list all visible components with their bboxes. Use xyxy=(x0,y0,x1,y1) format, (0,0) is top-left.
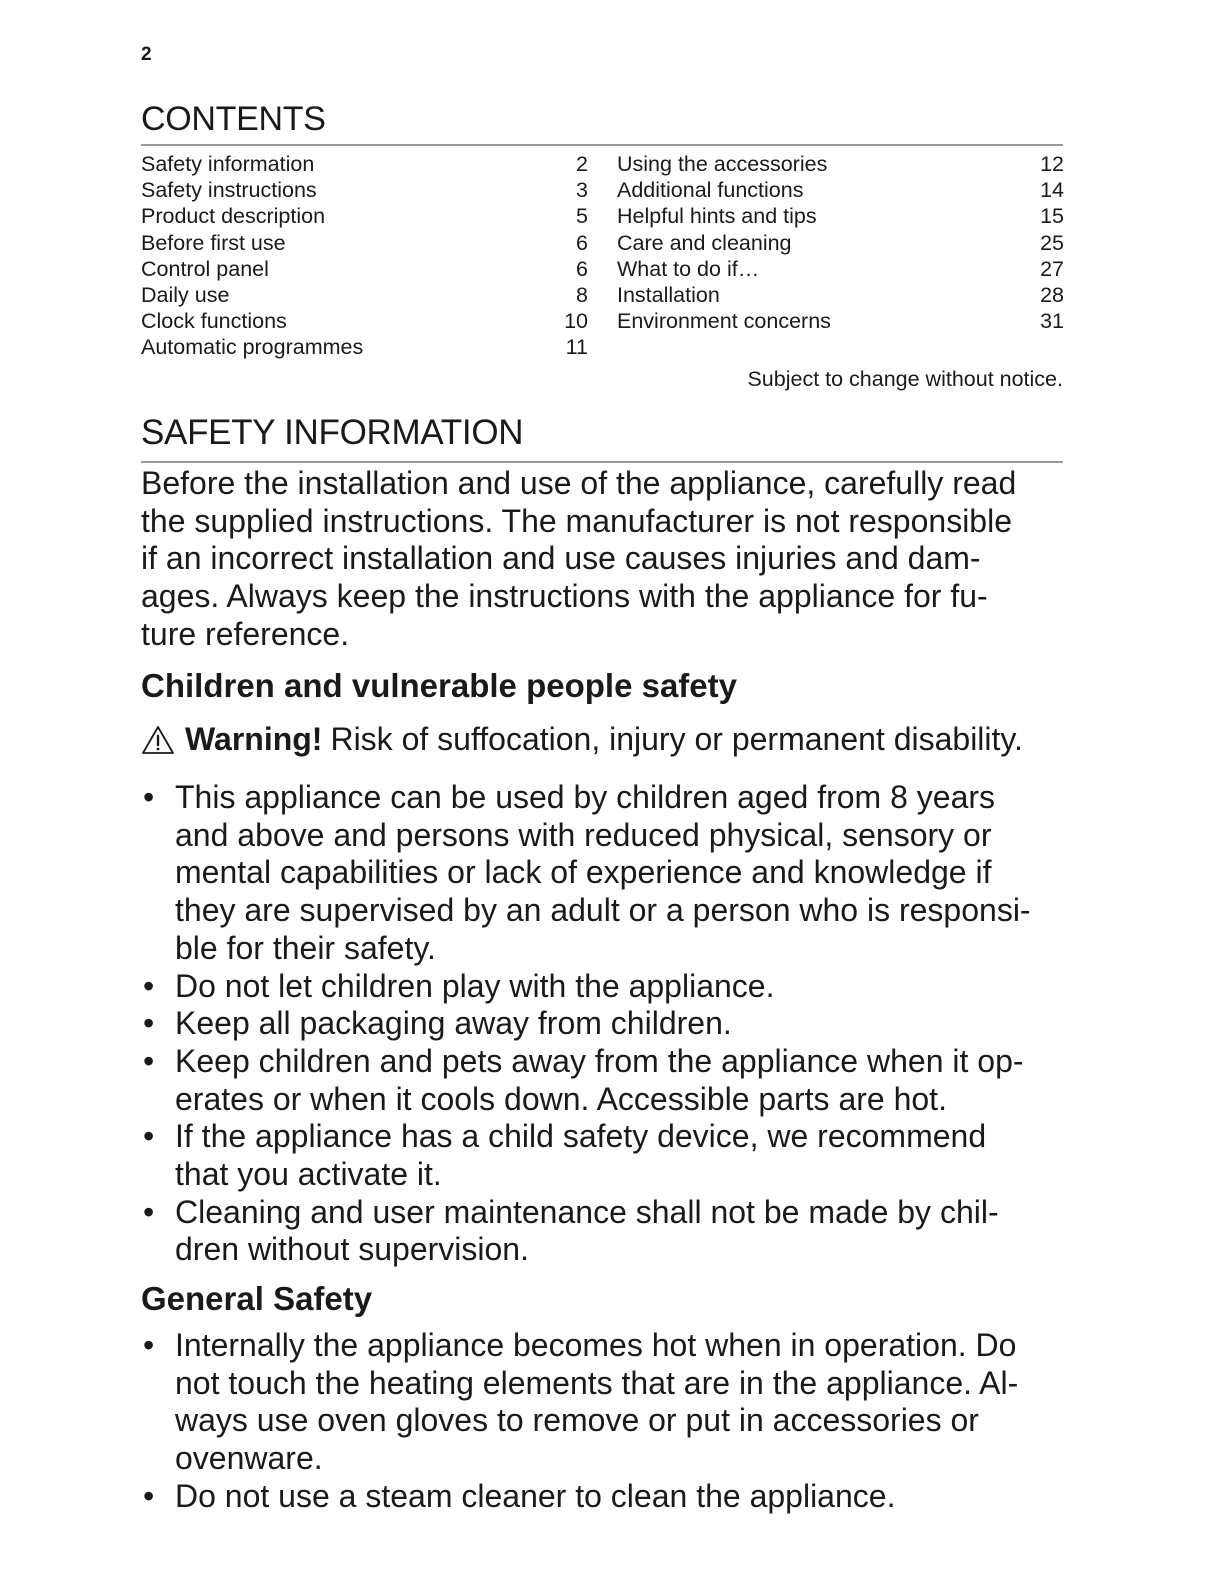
intro-line: the supplied instructions. The manufacturer is not responsible xyxy=(141,502,1012,539)
toc-entry[interactable] xyxy=(617,151,1064,177)
toc-entry[interactable] xyxy=(141,151,588,177)
toc-entry-title: Safety instructions xyxy=(141,178,317,203)
warning-label: Warning! xyxy=(185,721,323,757)
toc-entry-page: 31 xyxy=(1040,309,1064,334)
list-item-line: that you activate it. xyxy=(175,1156,442,1193)
toc-entry-title: Product description xyxy=(141,204,326,229)
list-item-line: and above and persons with reduced physical, sensory or xyxy=(175,816,992,853)
toc-entry-title: Clock functions xyxy=(141,309,287,334)
toc-entry-title: Before first use xyxy=(141,230,286,255)
warning-triangle-icon xyxy=(141,724,175,756)
safety-divider xyxy=(141,461,1063,463)
toc-entry[interactable] xyxy=(617,256,1064,282)
toc-entry-title: Safety information xyxy=(141,152,315,176)
toc-entry-page: 6 xyxy=(576,230,588,255)
toc-entry-page: 14 xyxy=(1040,178,1064,203)
toc-entry-page: 10 xyxy=(564,309,588,334)
list-item xyxy=(141,968,1071,1006)
bullet-dot: • xyxy=(143,967,155,1004)
list-item xyxy=(141,1043,1071,1118)
intro-line: if an incorrect installation and use causes injuries and dam- xyxy=(141,540,981,577)
list-item xyxy=(141,1327,1071,1478)
list-item-line: This appliance can be used by children aged from 8 years xyxy=(175,779,996,815)
list-item-line: Keep children and pets away from the appliance when it op- xyxy=(175,1042,1024,1079)
bullet-dot: • xyxy=(143,1005,155,1042)
general-safety-list xyxy=(141,1327,1071,1516)
toc-entry-title: Control panel xyxy=(141,256,269,281)
change-notice: Subject to change without notice. xyxy=(747,367,1063,391)
toc-entry-title: Environment concerns xyxy=(617,309,831,334)
list-item-line: Do not use a steam cleaner to clean the appliance. xyxy=(175,1477,896,1514)
toc-entry-page: 6 xyxy=(576,256,588,281)
list-item xyxy=(141,779,1071,968)
page-number: 2 xyxy=(141,44,152,65)
list-item-line: not touch the heating elements that are in the appliance. Al- xyxy=(175,1364,1019,1401)
toc-entry[interactable] xyxy=(617,203,1064,229)
safety-intro xyxy=(141,465,1063,654)
toc-entry[interactable] xyxy=(141,282,588,308)
bullet-dot: • xyxy=(143,1327,155,1363)
bullet-dot: • xyxy=(143,779,155,815)
list-item-line: If the appliance has a child safety device, we recommend xyxy=(175,1118,987,1155)
list-item-line: mental capabilities or lack of experience and knowledge if xyxy=(175,854,992,891)
toc-entry[interactable] xyxy=(141,203,588,229)
warning-text: Risk of suffocation, injury or permanent disability. xyxy=(330,721,1023,757)
list-item-line: ovenware. xyxy=(175,1440,323,1477)
list-item-line: Cleaning and user maintenance shall not be made by chil- xyxy=(175,1193,999,1230)
list-item-line: ways use oven gloves to remove or put in accessories or xyxy=(175,1402,979,1439)
toc-entry-page: 25 xyxy=(1040,230,1064,255)
toc-entry-title: Using the accessories xyxy=(617,152,828,176)
safety-heading: SAFETY INFORMATION xyxy=(141,413,524,452)
children-safety-heading: Children and vulnerable people safety xyxy=(141,667,737,704)
list-item xyxy=(141,1118,1071,1193)
toc-entry-title: What to do if… xyxy=(617,256,760,281)
list-item-line: Keep all packaging away from children. xyxy=(175,1005,732,1042)
toc-entry[interactable] xyxy=(617,308,1064,334)
list-item xyxy=(141,1005,1071,1043)
list-item xyxy=(141,1194,1071,1269)
toc-entry-title: Helpful hints and tips xyxy=(617,204,817,229)
bullet-dot: • xyxy=(143,1477,155,1514)
toc-entry[interactable] xyxy=(141,177,588,203)
children-safety-list xyxy=(141,779,1071,1269)
general-safety-heading: General Safety xyxy=(141,1280,373,1317)
bullet-dot: • xyxy=(143,1042,155,1079)
list-item-line: dren without supervision. xyxy=(175,1231,529,1268)
toc-left-column xyxy=(141,151,588,361)
intro-line: ture reference. xyxy=(141,615,350,652)
bullet-dot: • xyxy=(143,1193,155,1230)
list-item-line: Internally the appliance becomes hot when in operation. Do xyxy=(175,1327,1017,1363)
toc-entry-page: 12 xyxy=(1040,152,1064,176)
toc-entry-title: Additional functions xyxy=(617,178,804,203)
toc-entry[interactable] xyxy=(617,282,1064,308)
warning-notice xyxy=(141,721,1023,758)
toc-entry[interactable] xyxy=(141,334,588,360)
toc-entry-title: Care and cleaning xyxy=(617,230,792,255)
list-item-line: they are supervised by an adult or a person who is responsi- xyxy=(175,892,1031,929)
toc-entry[interactable] xyxy=(141,308,588,334)
toc-entry[interactable] xyxy=(141,230,588,256)
toc-entry-title: Daily use xyxy=(141,283,230,308)
toc-entry-title: Automatic programmes xyxy=(141,335,364,360)
list-item-line: Do not let children play with the appliance. xyxy=(175,967,775,1004)
contents-heading: CONTENTS xyxy=(141,100,326,138)
toc-entry-page: 5 xyxy=(576,204,588,229)
toc-entry-page: 2 xyxy=(576,152,588,176)
intro-line: Before the installation and use of the appliance, carefully read xyxy=(141,465,1017,501)
toc-entry[interactable] xyxy=(617,177,1064,203)
toc-entry-page: 8 xyxy=(576,283,588,308)
toc-entry[interactable] xyxy=(617,230,1064,256)
toc-entry-page: 28 xyxy=(1040,283,1064,308)
intro-line: ages. Always keep the instructions with the appliance for fu- xyxy=(141,578,988,615)
toc-entry-page: 3 xyxy=(576,178,588,203)
toc-entry-page: 11 xyxy=(565,335,588,360)
toc-entry[interactable] xyxy=(141,256,588,282)
toc-entry-page: 27 xyxy=(1040,256,1064,281)
toc-entry-page: 15 xyxy=(1040,204,1064,229)
toc-entry-title: Installation xyxy=(617,283,720,308)
list-item-line: ble for their safety. xyxy=(175,929,436,966)
toc-right-column xyxy=(617,151,1064,334)
contents-divider xyxy=(141,144,1063,146)
bullet-dot: • xyxy=(143,1118,155,1155)
list-item-line: erates or when it cools down. Accessible parts are hot. xyxy=(175,1080,947,1117)
list-item xyxy=(141,1478,1071,1516)
